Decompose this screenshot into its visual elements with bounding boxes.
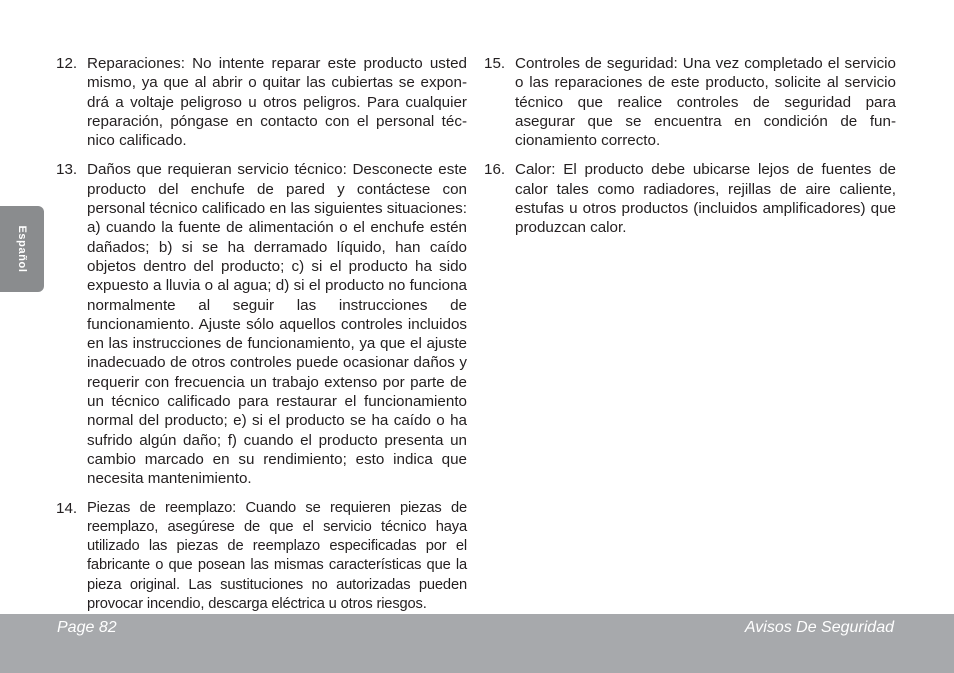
section-title: Avisos De Seguridad — [744, 619, 894, 636]
item-number: 12. — [56, 55, 78, 72]
page-footer — [0, 614, 954, 673]
language-tab — [0, 206, 44, 292]
list-item — [56, 160, 467, 488]
item-text: Calor: El producto debe ubicarse lejos de fuentes de calor tales como radiadores, rejillas de aire caliente, estufas u otros productos (incluidos amplificadores) que produzcan calor. — [515, 161, 896, 237]
item-text: Piezas de reemplazo: Cuando se requieren piezas de reemplazo, asegúrese de que el servicio técnico haya utilizado las piezas de reemplazo especificadas por el fabricante o que posean las mismas características que la pieza original. Las sustituciones no autorizadas pueden provocar incendio, descarga eléctrica u otros riesgos. — [87, 499, 467, 613]
right-column — [484, 54, 896, 248]
item-number: 14. — [56, 499, 78, 517]
item-number: 15. — [484, 55, 506, 72]
item-text: Reparaciones: No intente reparar este producto usted mismo, ya que al abrir o quitar las cubiertas se expondrá a voltaje peligroso u otros peligros. Para cualquier reparación, póngase en contacto con el personal técnico calificado. — [87, 55, 467, 150]
item-text: Daños que requieran servicio técnico: Desconecte este producto del enchufe de pared y contáctese con personal técnico calificado en las siguientes situaciones: a) cuando la fuente de alimentación o el enchufe estén dañados; b) si se ha derramado líquido, han caído objetos dentro del producto; c) si el producto ha sido expuesto a lluvia o al agua; d) si el producto no funciona normalmente al seguir las instrucciones de funcionamiento. Ajuste sólo aquellos controles incluidos en las instrucciones de funcionamiento, ya que el ajuste inadecuado de otros controles puede ocasionar daños y requerir con frecuencia un trabajo extenso por parte de un técnico calificado para restaurar el funcionamiento normal del producto; e) si el producto se ha caído o ha sufrido algún daño; f) cuando el producto presenta un cambio marcado en su rendimiento; esto indica que necesita mantenimiento. — [87, 161, 467, 488]
list-item — [56, 54, 467, 150]
item-number: 13. — [56, 161, 78, 179]
item-number: 16. — [484, 161, 506, 179]
list-item — [484, 54, 896, 150]
list-item — [56, 499, 467, 615]
left-column — [56, 54, 467, 624]
list-item — [484, 160, 896, 237]
language-tab-label: Español — [16, 225, 28, 273]
page-number: Page 82 — [57, 619, 117, 636]
item-text: Controles de seguridad: Una vez completado el servicio o las reparaciones de este producto, solicite al servicio técnico que realice controles de seguridad para asegurar que se encuentra en condición de funcionamiento correcto. — [515, 55, 896, 150]
